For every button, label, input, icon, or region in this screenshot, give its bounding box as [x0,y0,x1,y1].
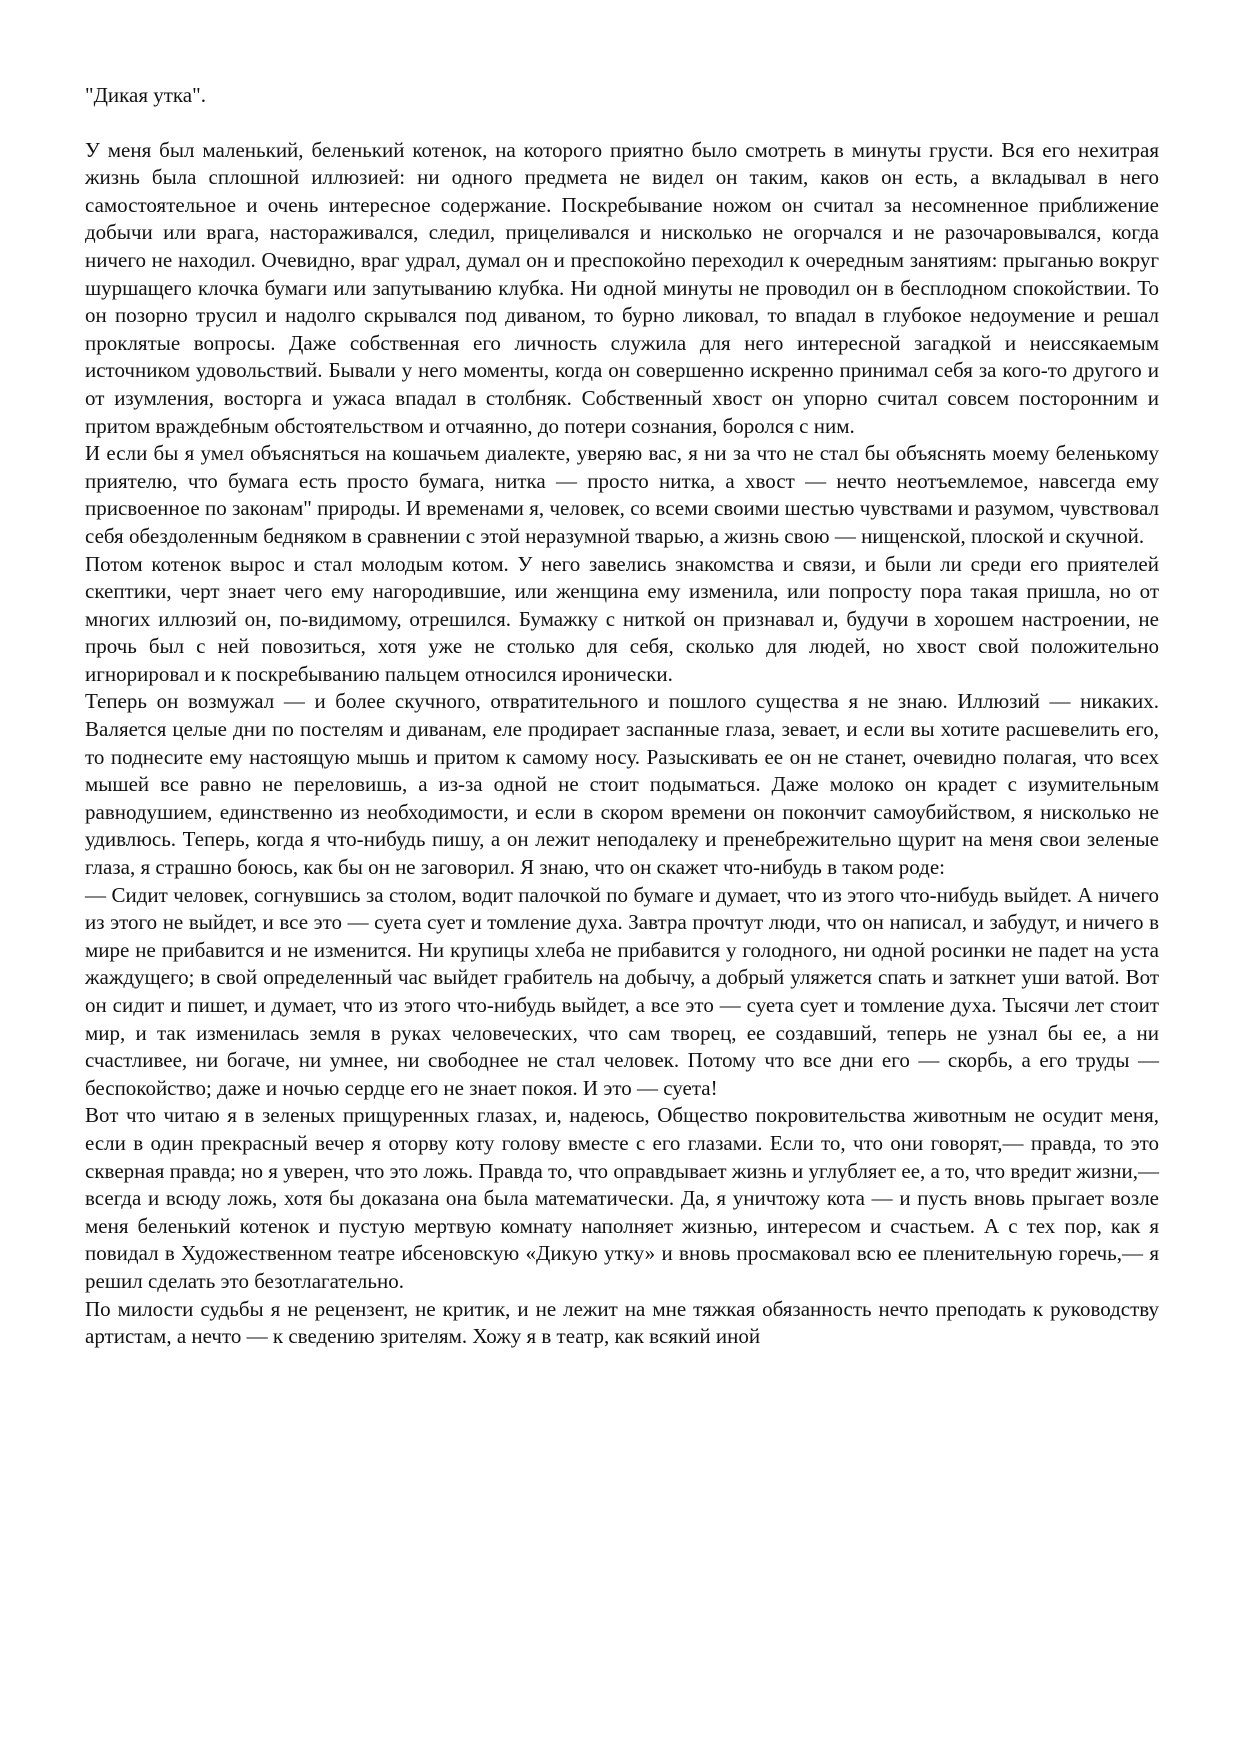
document-page [85,82,1159,1351]
paragraph-grown-cat: Теперь он возмужал — и более скучного, отвратительного и пошлого существа я не знаю. Иллюзий — никаких. Валяется целые дни по постелям и диванам, еле продирает заспанные глаза, зевает, и если вы хотите расшевелить его, то поднесите ему настоящую мышь и притом к самому носу. Разыскивать ее он не станет, очевидно полагая, что всех мышей все равно не переловишь, а из-за одной не стоит подыматься. Даже молоко он крадет с изумительным равнодушием, единственно из необходимости, и если в скором времени он покончит самоубийством, я нисколько не удивлюсь. Теперь, когда я что-нибудь пишу, а он лежит неподалеку и пренебрежительно щурит на меня свои зеленые глаза, я страшно боюсь, как бы он не заговорил. Я знаю, что он скажет что-нибудь в таком роде: [85,689,1159,880]
paragraph-young-cat: Потом котенок вырос и стал молодым котом. У него завелись знакомства и связи, и были ли среди его приятелей скептики, черт знает чего ему нагородившие, или женщина ему изменила, или попросту пора такая пришла, но от многих иллюзий он, по-видимому, отрешился. Бумажку с ниткой он признавал и, будучи в хорошем настроении, не прочь был с ней повозиться, хотя уже не столько для себя, сколько для людей, но хвост свой положительно игнорировал и к поскребыванию пальцем относился иронически. [85,551,1159,686]
paragraph-cat-monologue: — Сидит человек, согнувшись за столом, водит палочкой по бумаге и думает, что из этого что-нибудь выйдет. А ничего из этого не выйдет, и все это — суета сует и томление духа. Завтра прочтут люди, что он написал, и забудут, и ничего в мире не прибавится и не изменится. Ни крупицы хлеба не прибавится у голодного, ни одной росинки не падет на уста жаждущего; в свой определенный час выйдет грабитель на добычу, а добрый уляжется спать и заткнет уши ватой. Вот он сидит и пишет, и думает, что из этого что-нибудь выйдет, а все это — суета сует и томление духа. Тысячи лет стоит мир, и так изменилась земля в руках человеческих, что сам творец, ее создавший, теперь не узнал бы ее, а ни счастливее, ни богаче, ни умнее, ни свободнее не стал человек. Потому что все дни его — скорбь, а его труды — беспокойство; даже и ночью сердце его не знает покоя. И это — суета! [85,882,1159,1100]
paragraph-not-a-critic: По милости судьбы я не рецензент, не критик, и не лежит на мне тяжкая обязанность нечто преподать к руководству артистам, а нечто — к сведению зрителям. Хожу я в театр, как всякий иной [85,1296,1159,1349]
paragraph-green-eyes: Вот что читаю я в зеленых прищуренных глазах, и, надеюсь, Общество покровительства животным не осудит меня, если в один прекрасный вечер я оторву коту голову вместе с его глазами. Если то, что они говорят,— правда, то это скверная правда; но я уверен, что это ложь. Правда то, что оправдывает жизнь и углубляет ее, а то, что вредит жизни,— всегда и всюду ложь, хотя бы доказана она была математически. Да, я уничтожу кота — и пусть вновь прыгает возле меня беленький котенок и пустую мертвую комнату наполняет жизнью, интересом и счастьем. А с тех пор, как я повидал в Художественном театре ибсеновскую «Дикую утку» и вновь просмаковал всю ее пленительную горечь,— я решил сделать это безотлагательно. [85,1103,1159,1293]
document-title: "Дикая утка". [85,83,206,107]
paragraph-kitten-illusions: У меня был маленький, беленький котенок, на которого приятно было смотреть в минуты грусти. Вся его нехитрая жизнь была сплошной иллюзией: ни одного предмета не видел он таким, каков он есть, а вкладывал в него самостоятельное и очень интересное содержание. Поскребывание ножом он считал за несомненное приближение добычи или врага, настораживался, следил, прицеливался и нисколько не огорчался и не разочаровывался, когда ничего не находил. Очевидно, враг удрал, думал он и преспокойно переходил к очередным занятиям: прыганью вокруг шуршащего клочка бумаги или запутыванию клубка. Ни одной минуты не проводил он в бесплодном спокойствии. То он позорно трусил и надолго скрывался под диваном, то бурно ликовал, то впадал в глубокое недоумение и решал проклятые вопросы. Даже собственная его личность служила для него интересной загадкой и неиссякаемым источником удовольствий. Бывали у него моменты, когда он совершенно искренно принимал себя за кого-то другого и от изумления, восторга и ужаса впадал в столбняк. Собственный хвост он упорно считал совсем посторонним и притом враждебным обстоятельством и отчаянно, до потери сознания, боролся с ним. [85,137,1159,438]
paragraph-cat-dialect: И если бы я умел объясняться на кошачьем диалекте, уверяю вас, я ни за что не стал бы объяснять моему беленькому приятелю, что бумага есть просто бумага, нитка — просто нитка, а хвост — нечто неотъемлемое, навсегда ему присвоенное по законам" природы. И временами я, человек, со всеми своими шестью чувствами и разумом, чувствовал себя обездоленным бедняком в сравнении с этой неразумной тварью, а жизнь свою — нищенской, плоской и скучной. [85,441,1159,548]
